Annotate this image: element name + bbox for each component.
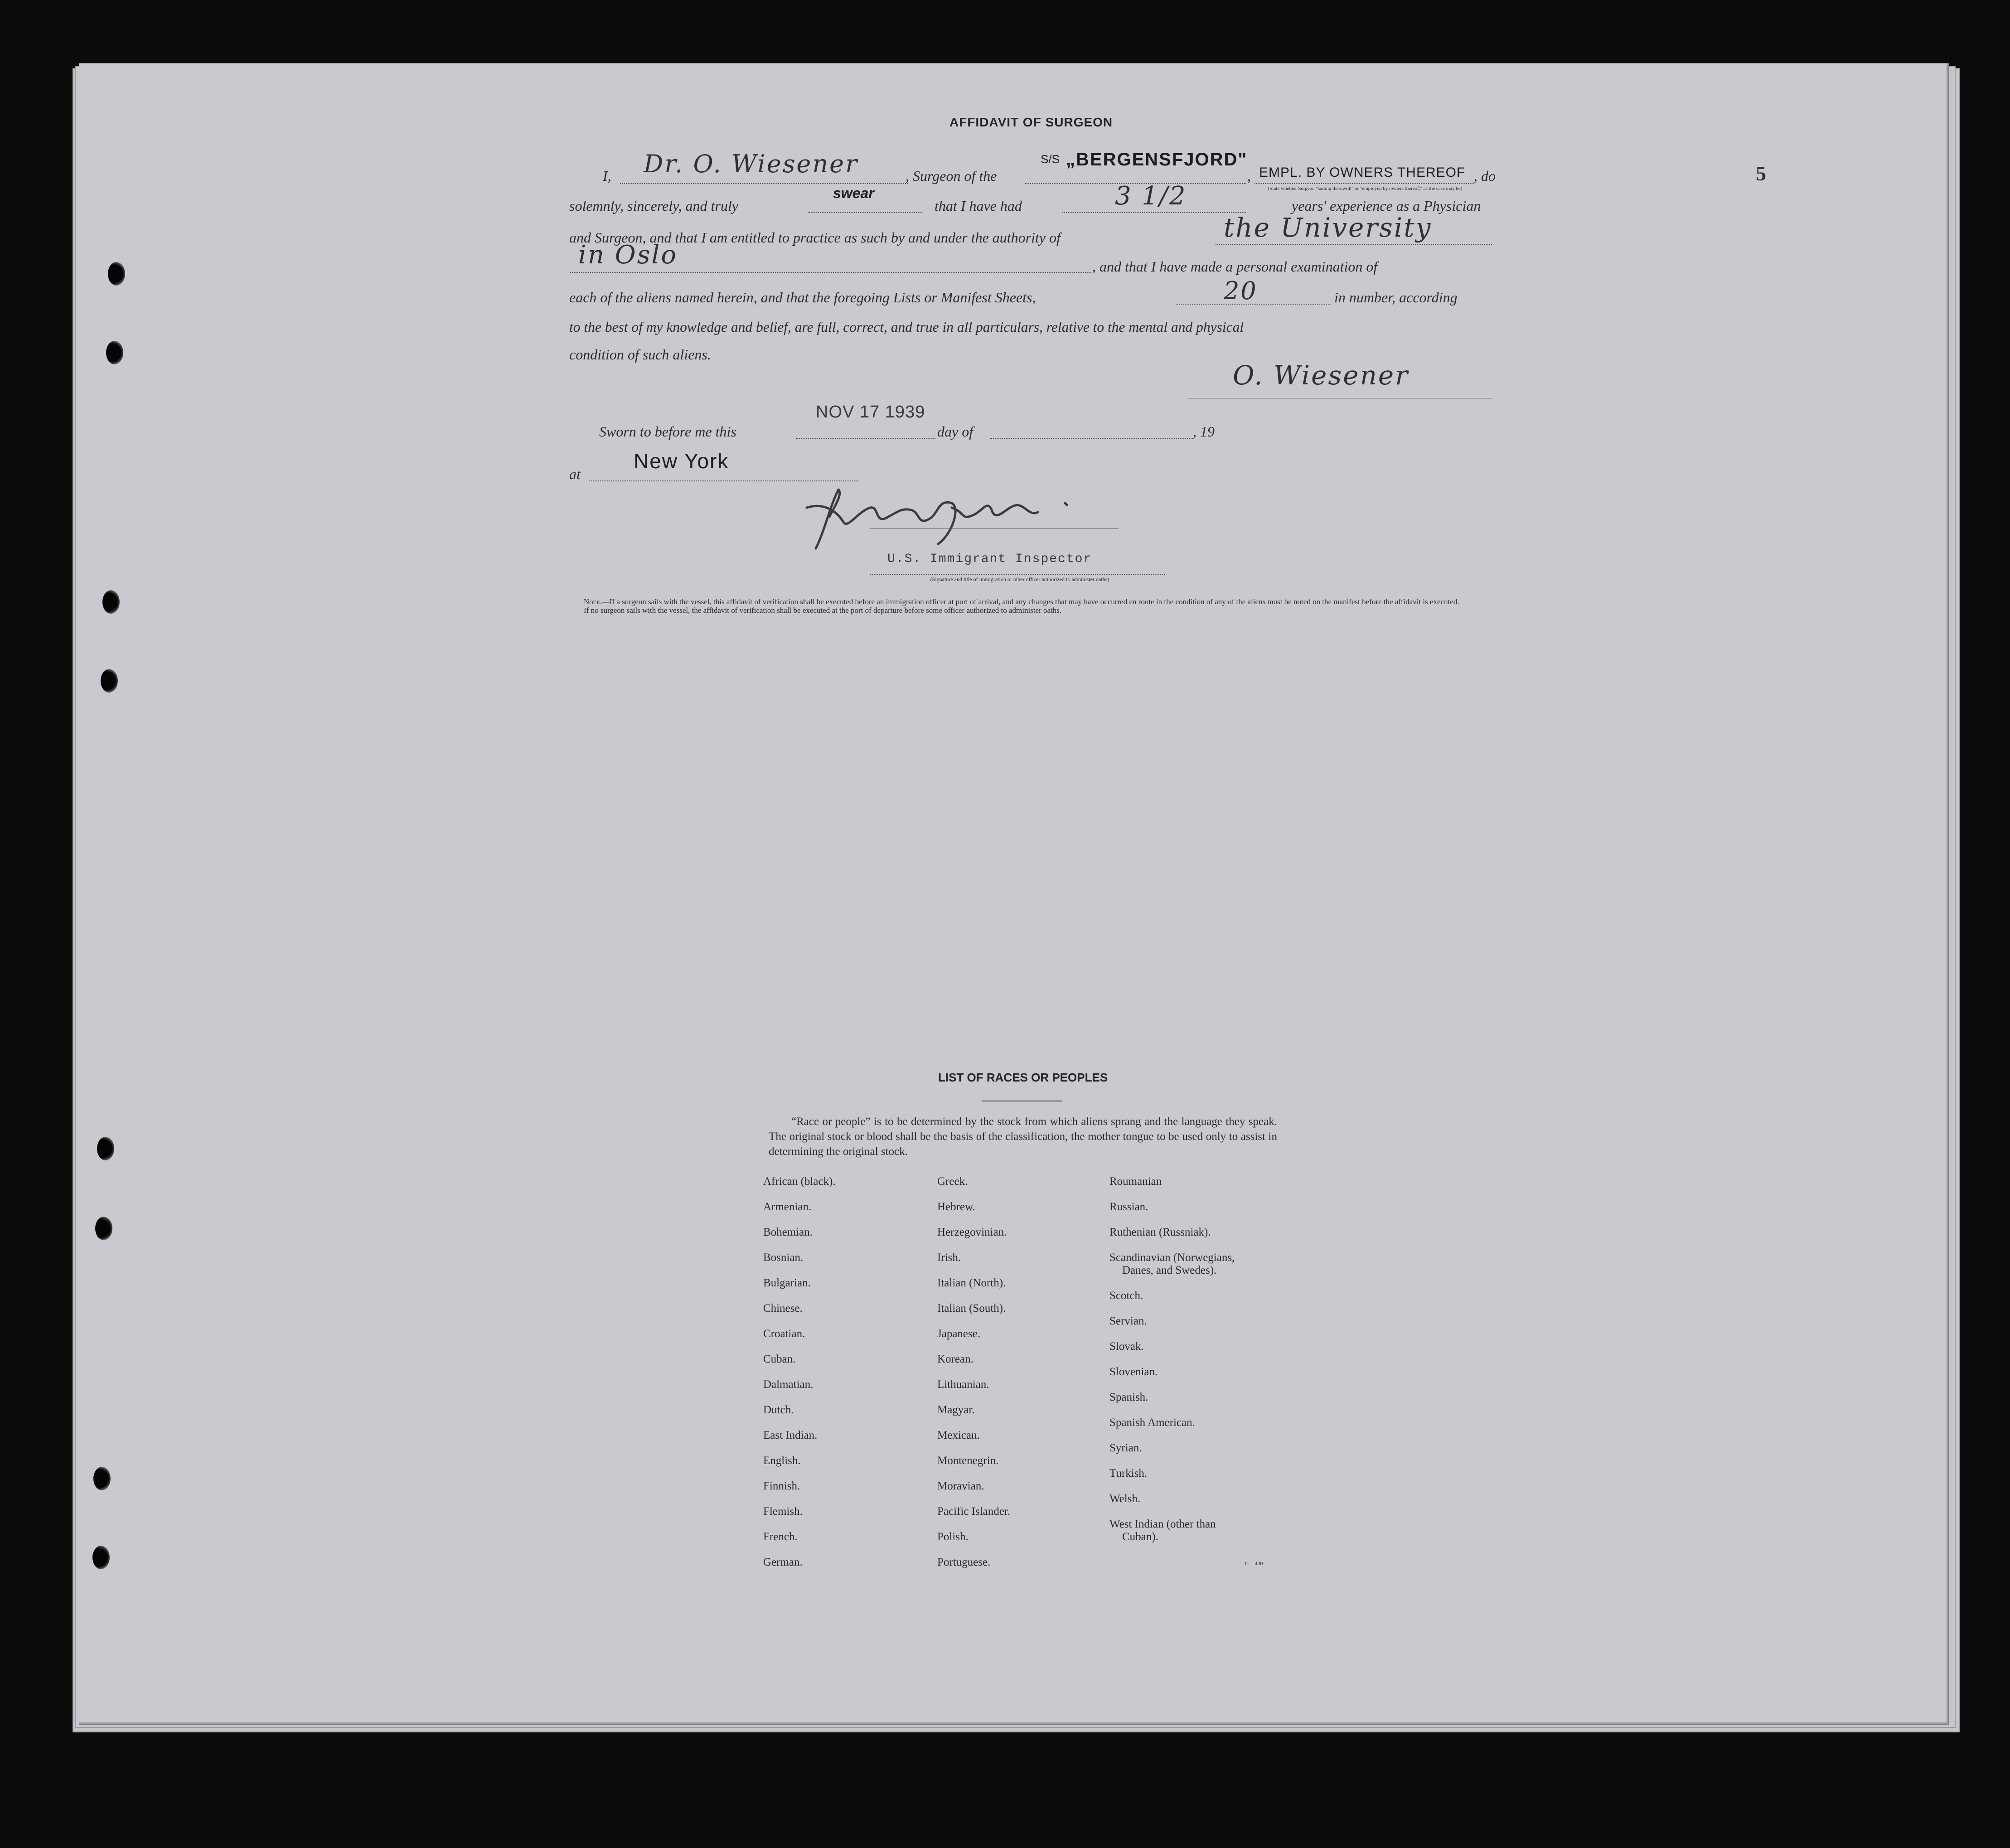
- race-item: French.: [763, 1531, 798, 1543]
- race-item: Ruthenian (Russniak).: [1109, 1226, 1211, 1238]
- race-item: Scandinavian (Norwegians,: [1109, 1251, 1235, 1264]
- note-paragraph-2: If no surgeon sails with the vessel, the affidavit of verification shall be executed at the port of departure before some officer authorized to administer oaths.: [584, 606, 1062, 615]
- punch-hole: [106, 341, 123, 364]
- years-line: [1062, 212, 1246, 213]
- race-item: Bulgarian.: [763, 1277, 811, 1289]
- text-sworn: Sworn to before me this: [599, 423, 736, 440]
- race-item: English.: [763, 1455, 801, 1467]
- race-item: Pacific Islander.: [937, 1505, 1011, 1518]
- punch-hole: [92, 1546, 110, 1569]
- text-i: I,: [603, 168, 611, 184]
- race-item: Irish.: [937, 1251, 961, 1264]
- punch-hole: [101, 669, 118, 693]
- text-condition: condition of such aliens.: [569, 346, 711, 363]
- text-years-exp: years' experience as a Physician: [1292, 198, 1481, 214]
- race-item: Herzegovinian.: [937, 1226, 1007, 1238]
- race-item: Welsh.: [1109, 1493, 1141, 1505]
- text-day-of: day of: [937, 423, 974, 440]
- place: New York: [634, 449, 729, 473]
- race-item: Bosnian.: [763, 1251, 804, 1264]
- races-intro: [769, 1114, 1277, 1159]
- race-item: Spanish American.: [1109, 1416, 1195, 1429]
- race-item: Dutch.: [763, 1404, 794, 1416]
- text-best-knowledge: to the best of my knowledge and belief, are full, correct, and true in all particulars, relative to the mental and physical: [569, 319, 1244, 335]
- authority-line-1: [1216, 244, 1492, 245]
- surgeon-signature: O. Wiesener: [1233, 360, 1409, 391]
- race-item: Cuban).: [1122, 1531, 1158, 1543]
- race-item: Croatian.: [763, 1328, 805, 1340]
- text-each-aliens: each of the aliens named herein, and that the foregoing Lists or Manifest Sheets,: [569, 289, 1036, 306]
- race-item: Syrian.: [1109, 1442, 1142, 1454]
- text-personal-exam: , and that I have made a personal examination of: [1092, 258, 1378, 275]
- race-item: Armenian.: [763, 1201, 812, 1213]
- affidavit-title: AFFIDAVIT OF SURGEON: [949, 115, 1113, 129]
- state-note: (State whether Surgeon "sailing therewith" or "employed by owners thereof," as the case may be): [1268, 186, 1463, 191]
- inspector-title: U.S. Immigrant Inspector: [887, 552, 1092, 566]
- sworn-date-stamp: NOV 17 1939: [816, 403, 925, 422]
- signature-caption: (Signature and title of immigration or other officer authorized to administer oaths): [930, 576, 1109, 582]
- race-item: Mexican.: [937, 1429, 980, 1441]
- authority-line-1-value: the University: [1224, 212, 1432, 243]
- text-comma: ,: [1247, 168, 1251, 184]
- race-item: African (black).: [763, 1175, 836, 1188]
- race-item: Moravian.: [937, 1480, 984, 1492]
- note-paragraph-1: —If a surgeon sails with the vessel, this affidavit of verification shall be executed before an immigration officer at port of arrival, and any changes that may have occurred en route in the condition of any of the aliens must be noted on the manifest before the affidavit is executed.: [601, 597, 1459, 606]
- text-in-number: in number, according: [1334, 289, 1458, 306]
- race-item: Servian.: [1109, 1315, 1147, 1327]
- race-item: Roumanian: [1109, 1175, 1162, 1188]
- employment-line: [1254, 183, 1474, 184]
- text-that-had: that I have had: [935, 198, 1022, 214]
- text-year-prefix: , 19: [1193, 423, 1215, 440]
- races-title: LIST OF RACES OR PEOPLES: [938, 1071, 1108, 1084]
- punch-hole: [102, 590, 120, 614]
- race-item: East Indian.: [763, 1429, 818, 1441]
- race-item: Montenegrin.: [937, 1455, 999, 1467]
- authority-line-2-value: in Oslo: [578, 240, 678, 270]
- authority-line-2: [570, 272, 1091, 273]
- race-item: Polish.: [937, 1531, 969, 1543]
- race-item: West Indian (other than: [1109, 1518, 1216, 1530]
- race-item: Spanish.: [1109, 1391, 1148, 1403]
- text-do: , do: [1474, 168, 1496, 184]
- employment: EMPL. BY OWNERS THEREOF: [1259, 165, 1466, 180]
- surgeon-name: Dr. O. Wiesener: [644, 150, 858, 178]
- document-page: [79, 63, 1948, 1724]
- race-item: Scotch.: [1109, 1290, 1143, 1302]
- punch-hole: [93, 1467, 111, 1490]
- inspector-signature: [802, 480, 1083, 558]
- race-item: Chinese.: [763, 1302, 803, 1314]
- page-number: 5: [1756, 162, 1766, 185]
- race-item: Slovenian.: [1109, 1366, 1158, 1378]
- race-item: Slovak.: [1109, 1340, 1144, 1353]
- text-and-surgeon: and Surgeon, and that I am entitled to practice as such by and under the authority of: [569, 229, 1061, 246]
- sworn-day-line: [796, 438, 935, 439]
- race-item: Japanese.: [937, 1328, 981, 1340]
- affidavit-note: [566, 597, 1490, 615]
- race-item: Turkish.: [1109, 1467, 1148, 1479]
- vessel-prefix: S/S: [1041, 152, 1060, 166]
- races-intro-text: “Race or people” is to be determined by the stock from which aliens sprang and the language they speak. The original stock or blood shall be the basis of the classification, the mother tongue to be used only to assist in determining the original stock.: [769, 1116, 1277, 1158]
- text-surgeon-of: , Surgeon of the: [906, 168, 997, 184]
- text-solemnly: solemnly, sincerely, and truly: [569, 198, 738, 214]
- race-item: German.: [763, 1556, 803, 1568]
- race-item: Danes, and Swedes).: [1122, 1264, 1217, 1276]
- form-number: 11—430: [1244, 1560, 1263, 1567]
- surgeon-name-line: [620, 183, 908, 184]
- race-item: Russian.: [1109, 1201, 1148, 1213]
- inspector-title-line: [870, 574, 1165, 575]
- race-item: Flemish.: [763, 1505, 803, 1518]
- punch-hole: [108, 262, 125, 286]
- race-item: Portuguese.: [937, 1556, 991, 1568]
- vessel-name: „BERGENSFJORD": [1066, 150, 1248, 170]
- race-item: Bohemian.: [763, 1226, 813, 1238]
- text-at: at: [569, 466, 581, 482]
- sheets: 20: [1224, 276, 1258, 305]
- race-item: Italian (North).: [937, 1277, 1006, 1289]
- race-item: Lithuanian.: [937, 1378, 989, 1391]
- years: 3 1/2: [1115, 181, 1187, 211]
- race-item: Greek.: [937, 1175, 968, 1188]
- race-item: Finnish.: [763, 1480, 800, 1492]
- race-item: Italian (South).: [937, 1302, 1006, 1314]
- sworn-month-line: [990, 438, 1193, 439]
- punch-hole: [97, 1137, 114, 1160]
- race-item: Korean.: [937, 1353, 974, 1365]
- punch-hole: [95, 1217, 112, 1240]
- race-item: Magyar.: [937, 1404, 975, 1416]
- race-item: Dalmatian.: [763, 1378, 814, 1391]
- race-item: Hebrew.: [937, 1201, 975, 1213]
- oath: swear: [833, 185, 874, 201]
- oath-line: [808, 212, 922, 213]
- race-item: Cuban.: [763, 1353, 796, 1365]
- note-label: Note.: [584, 597, 602, 606]
